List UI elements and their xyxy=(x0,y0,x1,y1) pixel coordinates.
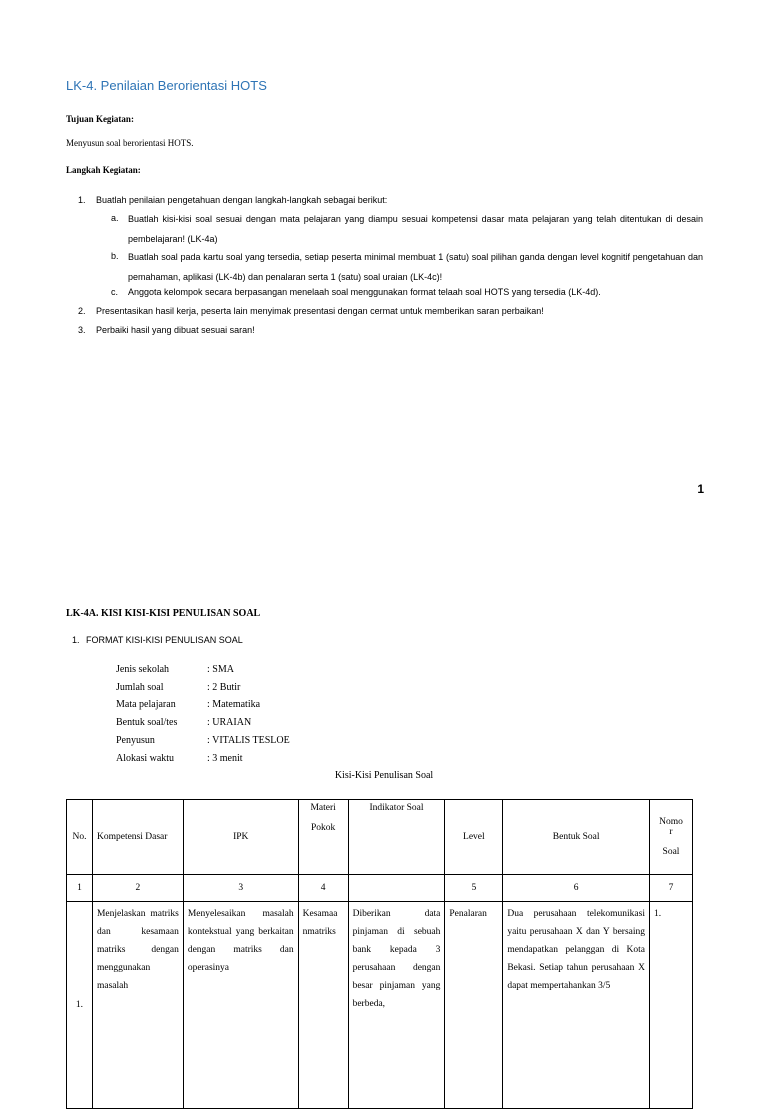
column-number: 7 xyxy=(650,875,693,902)
cell-no: 1. xyxy=(67,902,93,1109)
kisi-kisi-table xyxy=(66,799,693,1109)
cell-kompetensi-dasar: Menjelaskan matriks dan kesamaan matriks dengan menggunakan masalah xyxy=(92,902,183,1109)
identity-row xyxy=(116,717,251,728)
identity-value: : SMA xyxy=(207,664,234,675)
cell-level: Penalaran xyxy=(445,902,503,1109)
page-number: 1 xyxy=(697,482,704,496)
column-number: 6 xyxy=(503,875,650,902)
tujuan-text: Menyusun soal berorientasi HOTS. xyxy=(66,138,194,148)
tujuan-heading: Tujuan Kegiatan: xyxy=(66,114,134,124)
column-number: 1 xyxy=(67,875,93,902)
substep-number: b. xyxy=(111,251,119,261)
substep-number: c. xyxy=(111,287,119,297)
step-number: 1. xyxy=(78,195,86,205)
column-number: 2 xyxy=(92,875,183,902)
identity-row xyxy=(116,682,240,693)
substep-text: Anggota kelompok secara berpasangan menelaah soal menggunakan format telaah soal HOTS yang tersedia (LK-4d). xyxy=(128,287,601,297)
identity-label: Bentuk soal/tes xyxy=(116,717,178,728)
identity-row xyxy=(116,699,260,710)
cell-nomor-soal: 1. xyxy=(650,902,693,1109)
header-no: No. xyxy=(67,800,93,875)
substep-text: Buatlah kisi-kisi soal sesuai dengan mata pelajaran yang diampu sesuai kompetensi dasar mata pelajaran yang telah ditentukan di desain pembelajaran! (LK-4a) xyxy=(128,214,703,244)
cell-ipk: Menyelesaikan masalah kontekstual yang berkaitan dengan matriks dan operasinya xyxy=(183,902,298,1109)
table-title: Kisi-Kisi Penulisan Soal xyxy=(334,770,434,781)
header-materi-pokok: Materi Pokok xyxy=(298,800,348,875)
identity-value: : VITALIS TESLOE xyxy=(207,735,290,746)
identity-label: Jumlah soal xyxy=(116,682,164,693)
substep-text: Buatlah soal pada kartu soal yang tersedia, setiap peserta minimal membuat 1 (satu) soal pilihan ganda dengan level kognitif pengetahuan dan pemahaman, aplikasi (LK-4b) dan penalaran serta 1 (satu) soal uraian (LK-4c)! xyxy=(128,252,703,282)
cell-materi-pokok: Kesamaa nmatriks xyxy=(298,902,348,1109)
identity-label: Alokasi waktu xyxy=(116,753,175,764)
header-level: Level xyxy=(445,800,503,875)
identity-label: Jenis sekolah xyxy=(116,664,170,675)
identity-value: : 3 menit xyxy=(207,753,243,764)
step-number: 3. xyxy=(78,325,86,335)
substep-number: a. xyxy=(111,213,119,223)
identity-value: : Matematika xyxy=(207,699,261,710)
column-number xyxy=(348,875,445,902)
header-kompetensi-dasar: Kompetensi Dasar xyxy=(92,800,183,875)
identity-value: : URAIAN xyxy=(207,717,252,728)
subheading: FORMAT KISI-KISI PENULISAN SOAL xyxy=(86,635,243,645)
identity-label: Penyusun xyxy=(116,735,155,746)
header-nomor-soal: Nomo r Soal xyxy=(650,800,693,875)
subheading-number: 1. xyxy=(72,635,80,645)
step-text: Perbaiki hasil yang dibuat sesuai saran! xyxy=(96,325,255,335)
table-row xyxy=(67,902,693,1109)
page-title: LK-4. Penilaian Berorientasi HOTS xyxy=(66,78,267,93)
header-indikator-soal: Indikator Soal xyxy=(348,800,445,875)
column-number: 4 xyxy=(298,875,348,902)
identity-row xyxy=(116,664,234,675)
cell-bentuk-soal: Dua perusahaan telekomunikasi yaitu perusahaan X dan Y bersaing mendapatkan pelanggan di Kota Bekasi. Setiap tahun perusahaan X dapat mempertahankan 3/5 xyxy=(503,902,650,1109)
header-ipk: IPK xyxy=(183,800,298,875)
identity-value: : 2 Butir xyxy=(207,682,241,693)
section-heading: LK-4A. KISI KISI-KISI PENULISAN SOAL xyxy=(66,608,261,619)
step-text: Presentasikan hasil kerja, peserta lain menyimak presentasi dengan cermat untuk memberikan saran perbaikan! xyxy=(96,306,544,316)
identity-label: Mata pelajaran xyxy=(116,699,176,710)
column-number-row xyxy=(67,875,693,902)
table-header-row xyxy=(67,800,693,875)
step-text: Buatlah penilaian pengetahuan dengan langkah-langkah sebagai berikut: xyxy=(96,195,388,205)
identity-row xyxy=(116,753,243,764)
cell-indikator-soal: Diberikan data pinjaman di sebuah bank kepada 3 perusahaan dengan besar pinjaman yang berbeda, xyxy=(348,902,445,1109)
column-number: 3 xyxy=(183,875,298,902)
identity-row xyxy=(116,735,290,746)
header-bentuk-soal: Bentuk Soal xyxy=(503,800,650,875)
langkah-heading: Langkah Kegiatan: xyxy=(66,165,141,175)
step-number: 2. xyxy=(78,306,86,316)
column-number: 5 xyxy=(445,875,503,902)
